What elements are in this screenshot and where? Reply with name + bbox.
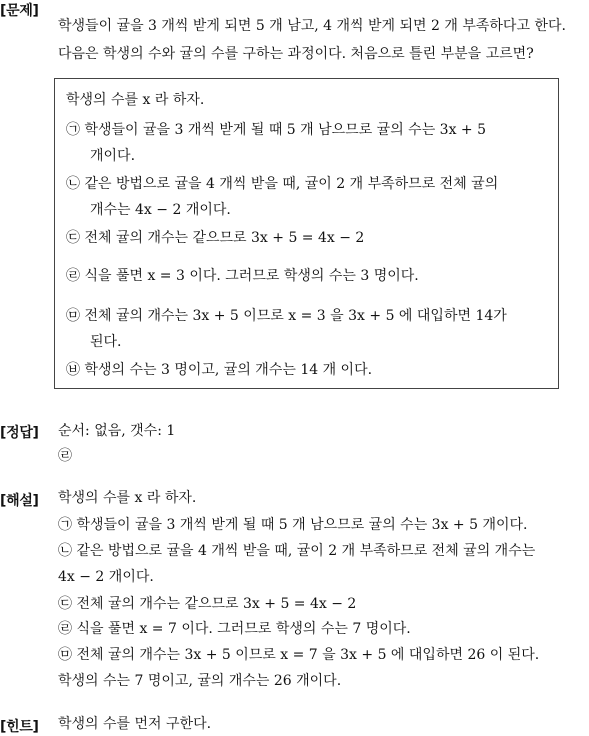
- box-step-6: ㉥ 학생의 수는 3 명이고, 귤의 개수는 14 개 이다.: [66, 362, 373, 378]
- explanation-line-4: 4x − 2 개이다.: [58, 569, 154, 585]
- box-step-2: ㉡ 같은 방법으로 귤을 4 개씩 받을 때, 귤이 2 개 부족하므로 전체 귤의: [66, 176, 499, 192]
- answer-line-1: 순서: 없음, 갯수: 1: [58, 423, 176, 439]
- problem-line-2: 다음은 학생의 수와 귤의 수를 구하는 과정이다. 처음으로 틀린 부분을 고르면?: [58, 46, 534, 62]
- box-intro: 학생의 수를 x 라 하자.: [66, 92, 205, 108]
- answer-line-2: ㉣: [58, 448, 72, 464]
- explanation-label: [해설]: [0, 493, 39, 509]
- hint-label: [힌트]: [0, 719, 39, 735]
- box-step-5-cont: 된다.: [90, 334, 122, 350]
- explanation-line-8: 학생의 수는 7 명이고, 귤의 개수는 26 개이다.: [58, 673, 342, 689]
- answer-label: [정답]: [0, 425, 39, 441]
- box-step-1: ㉠ 학생들이 귤을 3 개씩 받게 될 때 5 개 남으므로 귤의 수는 3x + 5: [66, 122, 487, 138]
- box-step-2-cont: 개수는 4x − 2 개이다.: [90, 202, 231, 218]
- box-step-5: ㉤ 전체 귤의 개수는 3x + 5 이므로 x = 3 을 3x + 5 에 대입하면 14가: [66, 308, 507, 324]
- explanation-line-1: 학생의 수를 x 라 하자.: [58, 490, 197, 506]
- explanation-line-6: ㉣ 식을 풀면 x = 7 이다. 그러므로 학생의 수는 7 명이다.: [58, 621, 411, 637]
- problem-line-1: 학생들이 귤을 3 개씩 받게 되면 5 개 남고, 4 개씩 받게 되면 2 개 부족하다고 한다.: [58, 18, 566, 34]
- box-step-4: ㉣ 식을 풀면 x = 3 이다. 그러므로 학생의 수는 3 명이다.: [66, 268, 419, 284]
- explanation-line-2: ㉠ 학생들이 귤을 3 개씩 받게 될 때 5 개 남으므로 귤의 수는 3x + 5 개이다.: [58, 517, 528, 533]
- explanation-line-5: ㉢ 전체 귤의 개수는 같으므로 3x + 5 = 4x − 2: [58, 596, 357, 612]
- explanation-line-3: ㉡ 같은 방법으로 귤을 4 개씩 받을 때, 귤이 2 개 부족하므로 전체 귤의 개수는: [58, 543, 536, 559]
- hint-line-1: 학생의 수를 먼저 구한다.: [58, 716, 212, 732]
- box-step-1-cont: 개이다.: [90, 148, 136, 164]
- box-step-3: ㉢ 전체 귤의 개수는 같으므로 3x + 5 = 4x − 2: [66, 230, 365, 246]
- problem-label: [문제]: [0, 3, 39, 19]
- explanation-line-7: ㉤ 전체 귤의 개수는 3x + 5 이므로 x = 7 을 3x + 5 에 대입하면 26 이 된다.: [58, 647, 540, 663]
